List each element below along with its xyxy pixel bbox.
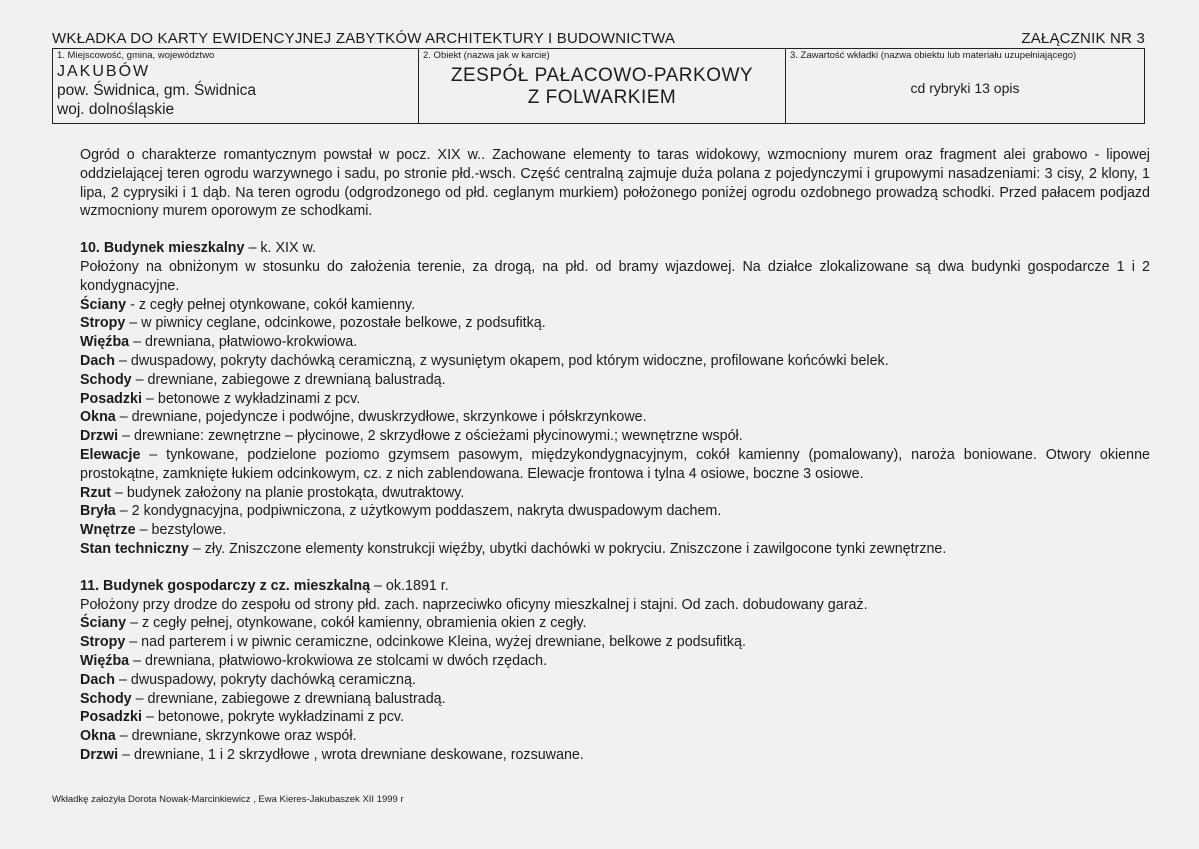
object-cell bbox=[419, 49, 786, 123]
object-name-line1: ZESPÓŁ PAŁACOWO-PARKOWY bbox=[450, 65, 754, 86]
section-10-intro: Położony na obniżonym w stosunku do założenia terenie, za drogą, na płd. od bramy wjazdowej. Na działce zlokalizowane są dwa budynki gospodarcze 1 i 2 kondygnacyjne. bbox=[80, 258, 1150, 294]
section-11-item: Stropy – nad parterem i w piwnic ceramiczne, odcinkowe Kleina, wyżej drewniane, belkowe z podsufitką. bbox=[80, 634, 746, 651]
section-10-item: Okna – drewniane, pojedyncze i podwójne, dwuskrzydłowe, skrzynkowe i półskrzynkowe. bbox=[80, 409, 647, 426]
section-11-intro: Położony przy drodze do zespołu od strony płd. zach. naprzeciwko oficyny mieszkalnej i stajni. Od zach. dobudowany garaż. bbox=[80, 596, 868, 613]
section-10-item: Posadzki – betonowe z wykładzinami z pcv. bbox=[80, 390, 361, 407]
section-10-item: Stropy – w piwnicy ceglane, odcinkowe, pozostałe belkowe, z podsufitką. bbox=[80, 315, 546, 332]
garden-paragraph: Ogród o charakterze romantycznym powstał w pocz. XIX w.. Zachowane elementy to taras widokowy, wzmocniony murem oraz fragment alei grabowo - lipowej oddzielającej teren ogrodu warzywnego i sadu, po stronie płd.-wsch. Część centralną zajmuje duża polana z pojedynczymi i grupowymi nasadzeniami: 3 cisy, 2 klony, 1 lipa, 2 cyprysiki i 1 dąb. Na teren ogrodu (odgrodzonego od płd. ceglanym murkiem) położonego poniżej ogrodu ozdobnego prowadzą schodki. Przed pałacem podjazd wzmocniony murem oporowym ze schodkami. bbox=[80, 147, 1150, 220]
form-title: WKŁADKA DO KARTY EWIDENCYJNEJ ZABYTKÓW ARCHITEKTURY I BUDOWNICTWA bbox=[52, 30, 676, 47]
section-11-date: – ok.1891 r. bbox=[370, 577, 449, 594]
section-10-item: Bryła – 2 kondygnacyjna, podpiwniczona, z użytkowym poddaszem, nakryta dwuspadowym dachem. bbox=[80, 503, 722, 520]
content-label: 3. Zawartość wkładki (nazwa obiektu lub materiału uzupełniającego) bbox=[790, 50, 1077, 61]
location-county: pow. Świdnica, gm. Świdnica bbox=[57, 82, 257, 99]
section-11-item: Więźba – drewniana, płatwiowo-krokwiowa ze stolcami w dwóch rzędach. bbox=[80, 652, 548, 669]
author-footer: Wkładkę założyła Dorota Nowak-Marcinkiewicz , Ewa Kieres-Jakubaszek XII 1999 r bbox=[52, 794, 404, 805]
section-10-item: Stan techniczny – zły. Zniszczone elementy konstrukcji więźby, ubytki dachówki w pokryciu. Zniszczone i zawilgocone tynki zewnętrzne. bbox=[80, 540, 947, 557]
section-10-item: Wnętrze – bezstylowe. bbox=[80, 522, 227, 539]
content-cell bbox=[786, 49, 1144, 123]
location-label: 1. Miejscowość, gmina, województwo bbox=[57, 50, 215, 61]
section-11-item: Okna – drewniane, skrzynkowe oraz współ. bbox=[80, 728, 357, 745]
section-10-item: Ściany - z cegły pełnej otynkowane, cokół kamienny. bbox=[80, 296, 416, 313]
section-10-item: Elewacje – tynkowane, podzielone poziomo gzymsem pasowym, międzykondygnacyjnym, cokół kamienny (pomalowany), naroża boniowane. Otwory okienne prostokątne, zamknięte łukiem odcinkowym, cz. z nich zablendowana. Elewacje frontowa i tylna 4 osiowe, boczne 3 osiowe. bbox=[80, 446, 1150, 482]
section-10-title: 10. Budynek mieszkalny bbox=[80, 240, 245, 257]
content-text: cd rybryki 13 opis bbox=[910, 80, 1020, 96]
document-body bbox=[80, 146, 1150, 765]
object-name-line2: Z FOLWARKIEM bbox=[527, 87, 677, 108]
section-11-item: Drzwi – drewniane, 1 i 2 skrzydłowe , wrota drewniane deskowane, rozsuwane. bbox=[80, 746, 584, 763]
section-10-item: Schody – drewniane, zabiegowe z drewnianą balustradą. bbox=[80, 371, 446, 388]
location-voivodeship: woj. dolnośląskie bbox=[57, 101, 175, 118]
section-10-item: Rzut – budynek założony na planie prostokąta, dwutraktowy. bbox=[80, 484, 465, 501]
section-10-heading bbox=[80, 239, 1150, 258]
section-10-item: Więźba – drewniana, płatwiowo-krokwiowa. bbox=[80, 334, 358, 351]
location-cell bbox=[53, 49, 419, 123]
section-10-items bbox=[80, 296, 1150, 559]
form-header bbox=[52, 30, 1145, 47]
section-11-item: Posadzki – betonowe, pokryte wykładzinami z pcv. bbox=[80, 709, 404, 726]
section-10-date: – k. XIX w. bbox=[244, 240, 317, 257]
section-10-item: Drzwi – drewniane: zewnętrzne – płycinowe, 2 skrzydłowe z ościeżami płycinowymi.; wewnętrzne współ. bbox=[80, 428, 743, 445]
section-11-title: 11. Budynek gospodarczy z cz. mieszkalną bbox=[80, 577, 371, 594]
section-10-item: Dach – dwuspadowy, pokryty dachówką ceramiczną, z wysuniętym okapem, pod którym widoczne, profilowane końcówki belek. bbox=[80, 352, 889, 369]
object-label: 2. Obiekt (nazwa jak w karcie) bbox=[423, 50, 550, 61]
section-11-item: Ściany – z cegły pełnej, otynkowane, cokół kamienny, obramienia okien z cegły. bbox=[80, 615, 587, 632]
section-11-item: Schody – drewniane, zabiegowe z drewnianą balustradą. bbox=[80, 690, 446, 707]
section-11-items bbox=[80, 614, 1150, 764]
attachment-number: ZAŁĄCZNIK NR 3 bbox=[1021, 30, 1145, 47]
location-name: JAKUBÓW bbox=[57, 63, 151, 80]
section-11-heading bbox=[80, 577, 1150, 596]
identification-box bbox=[52, 48, 1145, 124]
section-11-item: Dach – dwuspadowy, pokryty dachówką ceramiczną. bbox=[80, 671, 416, 688]
